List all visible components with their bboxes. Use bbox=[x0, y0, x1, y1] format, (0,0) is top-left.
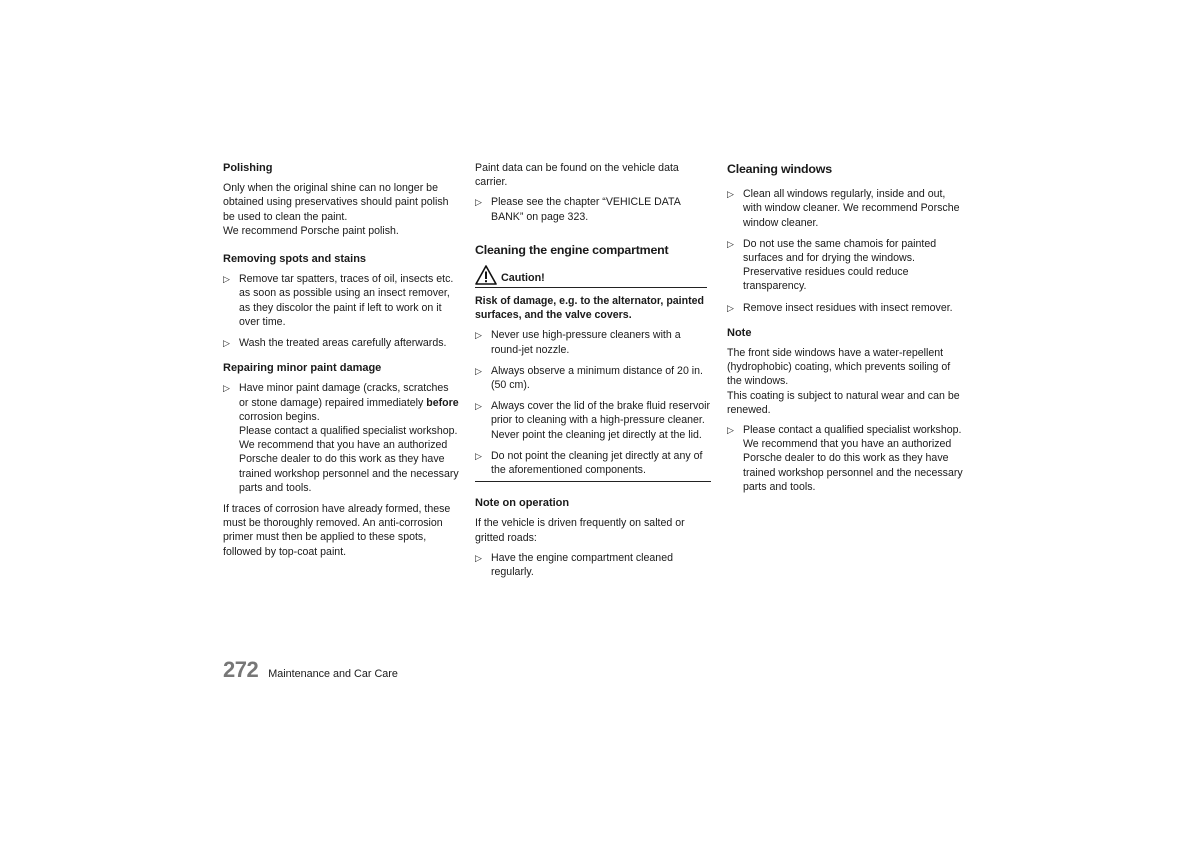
bullet-icon: ▷ bbox=[223, 274, 230, 285]
bullet-icon: ▷ bbox=[727, 302, 734, 313]
bullet-icon: ▷ bbox=[475, 365, 482, 376]
emphasis-before: before bbox=[426, 396, 459, 409]
column-right bbox=[727, 161, 963, 501]
paint-data-list bbox=[475, 195, 711, 223]
polishing-paragraph: Only when the original shine can no longer be obtained using preservatives should paint polish be used to clean the paint. bbox=[223, 182, 449, 223]
list-item: ▷ Please see the chapter “VEHICLE DATA BANK” on page 323. bbox=[475, 196, 681, 223]
note-operation-list bbox=[475, 551, 711, 579]
list-item: ▷ Always observe a minimum distance of 20 in. (50 cm). bbox=[475, 364, 703, 392]
repair-heading: Repairing minor paint damage bbox=[223, 362, 382, 375]
column-left bbox=[223, 161, 459, 565]
note-operation-heading: Note on operation bbox=[475, 497, 570, 510]
list-item: ▷ Clean all windows regularly, inside and out, with window cleaner. We recommend Porsche window cleaner. bbox=[727, 188, 960, 229]
list-item: ▷ Remove insect residues with insect remover. bbox=[727, 301, 953, 314]
windows-heading: Cleaning windows bbox=[727, 162, 832, 176]
bullet-icon: ▷ bbox=[727, 238, 734, 249]
list-item: ▷ Do not point the cleaning jet directly at any of the aforementioned components. bbox=[475, 449, 703, 477]
bullet-icon: ▷ bbox=[223, 383, 230, 394]
column-middle bbox=[475, 161, 711, 586]
list-item: ▷ Please contact a qualified specialist workshop. We recommend that you have an authorized Porsche dealer to do this work as they have trained workshop personnel and the necessary parts and tools. bbox=[727, 424, 963, 493]
section-title: Maintenance and Car Care bbox=[268, 668, 398, 680]
note-list bbox=[727, 423, 963, 494]
note-paragraph-2: This coating is subject to natural wear and can be renewed. bbox=[727, 389, 960, 416]
bullet-icon: ▷ bbox=[727, 425, 734, 436]
spots-list bbox=[223, 272, 459, 350]
polishing-heading: Polishing bbox=[223, 162, 273, 174]
caution-list bbox=[475, 328, 711, 477]
corrosion-paragraph: If traces of corrosion have already formed, these must be thoroughly removed. An anti-corrosion primer must then be applied to these spots, followed by top-coat paint. bbox=[223, 503, 451, 558]
list-item: ▷ Have the engine compartment cleaned regularly. bbox=[475, 551, 673, 579]
page-footer bbox=[223, 657, 398, 682]
polishing-recommendation: We recommend Porsche paint polish. bbox=[223, 224, 399, 237]
bullet-icon: ▷ bbox=[475, 197, 482, 208]
caution-text: Risk of damage, e.g. to the alternator, painted surfaces, and the valve covers. bbox=[475, 295, 704, 322]
bullet-icon: ▷ bbox=[475, 450, 482, 461]
windows-list bbox=[727, 187, 963, 315]
list-item: ▷ Remove tar spatters, traces of oil, insects etc. as soon as possible using an insect remover, as they discolor the paint if left to work on it over time. bbox=[223, 273, 454, 328]
bullet-icon: ▷ bbox=[727, 189, 734, 200]
engine-heading: Cleaning the engine compartment bbox=[475, 242, 669, 257]
bullet-icon: ▷ bbox=[475, 401, 482, 412]
list-item: ▷ Always cover the lid of the brake fluid reservoir prior to cleaning with a high-pressure cleaner. Never point the cleaning jet directly at the lid. bbox=[475, 400, 711, 441]
paint-data-paragraph: Paint data can be found on the vehicle data carrier. bbox=[475, 162, 679, 189]
list-item: ▷ Do not use the same chamois for painted surfaces and for drying the windows. Preservative residues could reduce transparency. bbox=[727, 237, 937, 293]
spots-heading: Removing spots and stains bbox=[223, 253, 367, 266]
note-heading: Note bbox=[727, 326, 752, 339]
list-item: ▷ Wash the treated areas carefully afterwards. bbox=[223, 337, 447, 350]
caution-divider bbox=[475, 481, 711, 482]
bullet-icon: ▷ bbox=[475, 552, 482, 563]
caution-header bbox=[475, 265, 707, 288]
list-item: ▷ Have minor paint damage (cracks, scratches or stone damage) repaired immediately before corrosion begins. Please contact a qualified specialist workshop. We recommend that you have an authorized Porsche dealer to do this work as they have trained workshop personnel and the necessary parts and tools. bbox=[223, 382, 459, 494]
list-item: ▷ Never use high-pressure cleaners with a round-jet nozzle. bbox=[475, 329, 681, 356]
bullet-icon: ▷ bbox=[223, 338, 230, 349]
page-number: 272 bbox=[223, 657, 259, 682]
note-paragraph: The front side windows have a water-repellent (hydrophobic) coating, which prevents soiling of the windows. bbox=[727, 347, 951, 388]
caution-label: Caution! bbox=[501, 271, 545, 284]
bullet-icon: ▷ bbox=[475, 330, 482, 341]
repair-list bbox=[223, 381, 459, 495]
note-operation-paragraph: If the vehicle is driven frequently on salted or gritted roads: bbox=[475, 517, 685, 544]
warning-triangle-icon bbox=[475, 265, 497, 285]
